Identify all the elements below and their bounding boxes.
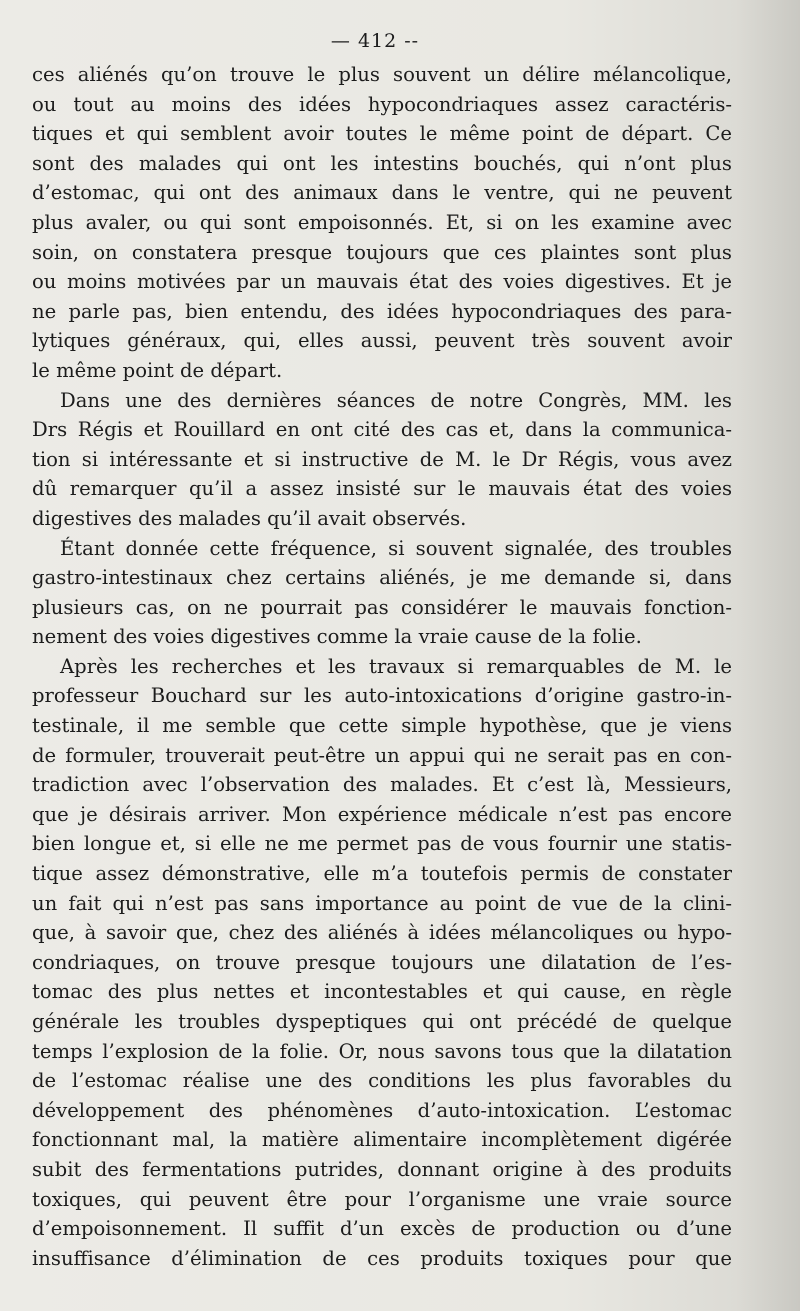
- text-line: plusieurs cas, on ne pourrait pas considérer le mauvais fonction-: [32, 595, 732, 619]
- text-line: gastro-intestinaux chez certains aliénés, je me demande si, dans: [32, 566, 732, 590]
- text-line: fonctionnant mal, la matière alimentaire incomplètement digérée: [32, 1128, 732, 1152]
- text-line: que, à savoir que, chez des aliénés à idées mélancoliques ou hypo-: [32, 921, 732, 945]
- text-line: tradiction avec l’observation des malades. Et c’est là, Messieurs,: [32, 773, 732, 797]
- text-line: digestives des malades qu’il avait observés.: [32, 506, 467, 530]
- text-line: bien longue et, si elle ne me permet pas de vous fournir une statis-: [32, 832, 732, 856]
- text-line: de formuler, trouverait peut-être un appui qui ne serait pas en con-: [32, 743, 732, 767]
- text-line: sont des malades qui ont les intestins bouchés, qui n’ont plus: [32, 151, 732, 175]
- text-line: le même point de départ.: [32, 358, 283, 382]
- text-line: générale les troubles dyspeptiques qui ont précédé de quelque: [32, 1010, 732, 1033]
- text-line: ces aliénés qu’on trouve le plus souvent un délire mélancolique,: [32, 63, 732, 86]
- text-line: professeur Bouchard sur les auto-intoxications d’origine gastro-in-: [32, 684, 732, 708]
- text-line: temps l’explosion de la folie. Or, nous savons tous que la dilatation: [32, 1039, 732, 1063]
- text-line: que je désirais arriver. Mon expérience médicale n’est pas encore: [32, 802, 732, 826]
- text-line: tique assez démonstrative, elle m’a toutefois permis de constater: [32, 862, 732, 886]
- text-line: d’estomac, qui ont des animaux dans le ventre, qui ne peuvent: [32, 181, 732, 205]
- text-line: tiques et qui semblent avoir toutes le même point de départ. Ce: [32, 122, 732, 146]
- page-number: — 412 --: [330, 30, 420, 52]
- text-line: nement des voies digestives comme la vraie cause de la folie.: [32, 625, 642, 649]
- text-line: Dans une des dernières séances de notre Congrès, MM. les: [60, 388, 732, 412]
- text-line: toxiques, qui peuvent être pour l’organisme une vraie source: [32, 1187, 732, 1211]
- text-line: Après les recherches et les travaux si remarquables de M. le: [60, 654, 732, 678]
- text-line: d’empoisonnement. Il suffit d’un excès de production ou d’une: [32, 1217, 732, 1241]
- text-line: tion si intéressante et si instructive de M. le Dr Régis, vous avez: [32, 447, 732, 471]
- body-text: [32, 60, 732, 1273]
- text-line: testinale, il me semble que cette simple hypothèse, que je viens: [32, 714, 732, 738]
- text-line: Étant donnée cette fréquence, si souvent signalée, des troubles: [60, 536, 732, 560]
- text-line: de l’estomac réalise une des conditions les plus favorables du: [32, 1069, 732, 1093]
- text-line: subit des fermentations putrides, donnant origine à des produits: [32, 1157, 732, 1181]
- text-line: soin, on constatera presque toujours que ces plaintes sont plus: [32, 240, 732, 264]
- text-line: ne parle pas, bien entendu, des idées hypocondriaques des para-: [32, 299, 732, 323]
- text-line: dû remarquer qu’il a assez insisté sur le mauvais état des voies: [32, 477, 732, 501]
- text-line: insuffisance d’élimination de ces produits toxiques pour que: [32, 1246, 732, 1270]
- text-line: ou tout au moins des idées hypocondriaques assez caractéris-: [32, 92, 732, 116]
- text-line: plus avaler, ou qui sont empoisonnés. Et, si on les examine avec: [32, 210, 732, 234]
- text-line: tomac des plus nettes et incontestables et qui cause, en règle: [32, 980, 732, 1004]
- text-line: un fait qui n’est pas sans importance au point de vue de la clini-: [32, 891, 732, 915]
- text-line: lytiques généraux, qui, elles aussi, peuvent très souvent avoir: [32, 329, 732, 353]
- text-line: ou moins motivées par un mauvais état des voies digestives. Et je: [32, 270, 732, 294]
- text-line: condriaques, on trouve presque toujours une dilatation de l’es-: [32, 950, 732, 974]
- text-line: développement des phénomènes d’auto-intoxication. L’estomac: [32, 1098, 732, 1122]
- text-line: Drs Régis et Rouillard en ont cité des cas et, dans la communica-: [32, 418, 732, 442]
